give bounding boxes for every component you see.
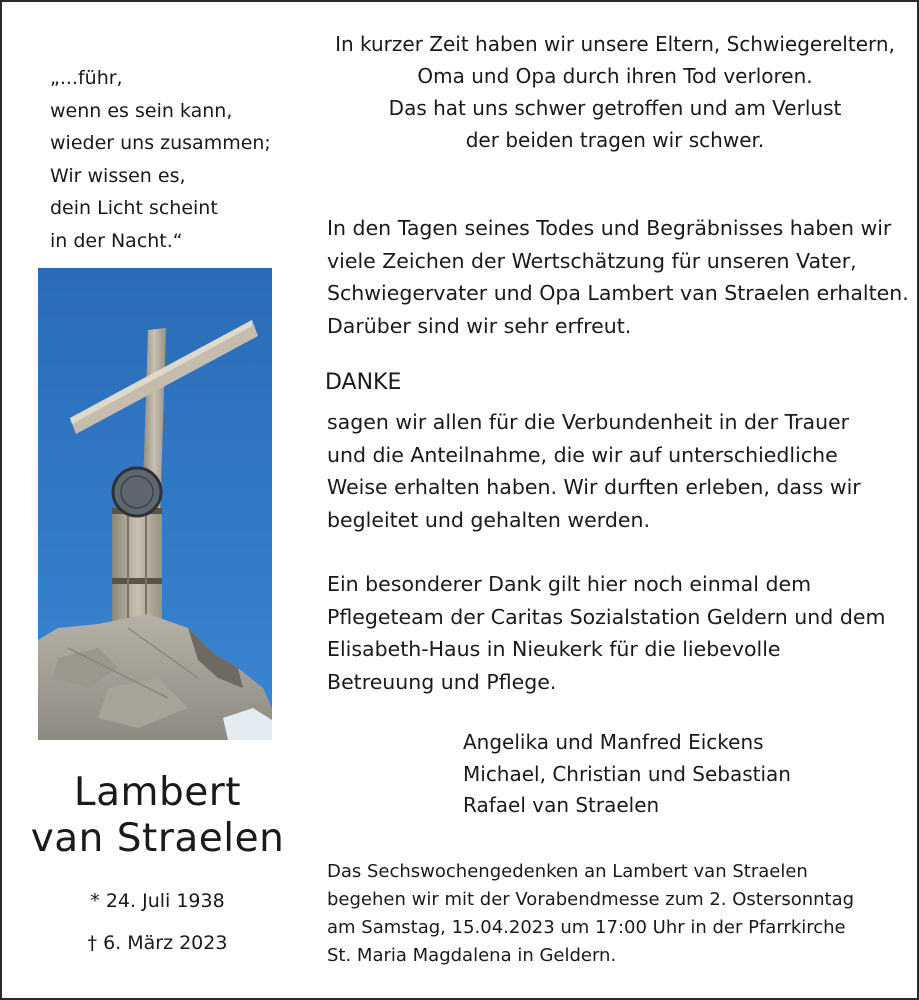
paragraph-line: Schwiegervater und Opa Lambert van Straelen erhalten.: [327, 281, 909, 305]
paragraph-line: Darüber sind wir sehr erfreut.: [327, 313, 632, 338]
paragraph-line: Weise erhalten haben. Wir durften erleben, dass wir: [327, 475, 861, 499]
notice-line: begehen wir mit der Vorabendmesse zum 2. Ostersonntag: [327, 889, 855, 910]
notice-line: St. Maria Magdalena in Geldern.: [327, 945, 617, 966]
paragraph-line: In den Tagen seines Todes und Begräbnisses haben wir: [327, 216, 892, 240]
quote-block: [50, 62, 271, 257]
paragraph-line: begleitet und gehalten werden.: [327, 507, 650, 532]
paragraph-line: sagen wir allen für die Verbundenheit in der Trauer: [327, 410, 850, 434]
paragraph-line: und die Anteilnahme, die wir auf unterschiedliche: [327, 442, 838, 467]
signer-line: Rafael van Straelen: [463, 793, 660, 817]
appreciation-paragraph: [327, 212, 909, 342]
quote-line: Wir wissen es,: [50, 164, 186, 187]
paragraph-line: Betreuung und Pflege.: [327, 669, 557, 694]
signer-line: Michael, Christian und Sebastian: [463, 761, 791, 786]
thanks-paragraph: [327, 406, 861, 536]
paragraph-line: Ein besonderer Dank gilt hier noch einmal dem: [327, 572, 812, 596]
notice-line: Das Sechswochengedenken an Lambert van Straelen: [327, 861, 808, 882]
death-date: † 6. März 2023: [87, 932, 228, 954]
notice-line: am Samstag, 15.04.2023 um 17:00 Uhr in der Pfarrkirche: [327, 917, 846, 938]
intro-line: In kurzer Zeit haben wir unsere Eltern, Schwiegereltern,: [335, 32, 895, 56]
intro-paragraph: [315, 28, 915, 156]
quote-line: dein Licht scheint: [50, 197, 218, 219]
summit-cross-photo: [38, 268, 272, 740]
paragraph-line: Pflegeteam der Caritas Sozialstation Geldern und dem: [327, 604, 886, 629]
quote-line: „...führ,: [50, 67, 123, 89]
intro-line: Das hat uns schwer getroffen und am Verlust: [388, 96, 842, 120]
intro-line: der beiden tragen wir schwer.: [465, 128, 765, 152]
intro-line: Oma und Opa durch ihren Tod verloren.: [417, 64, 813, 88]
memorial-service-notice: [327, 858, 854, 970]
danke-heading: DANKE: [325, 370, 402, 395]
quote-line: wieder uns zusammen;: [50, 132, 271, 154]
birth-date: * 24. Juli 1938: [90, 890, 225, 912]
paragraph-line: Elisabeth-Haus in Nieukerk für die liebevolle: [327, 637, 781, 661]
life-dates: [20, 880, 295, 964]
last-name: van Straelen: [30, 816, 285, 861]
deceased-name: [20, 770, 295, 862]
signer-line: Angelika und Manfred Eickens: [463, 730, 764, 754]
paragraph-line: viele Zeichen der Wertschätzung für unseren Vater,: [327, 248, 857, 273]
quote-line: wenn es sein kann,: [50, 99, 233, 122]
signers-block: [463, 727, 791, 822]
special-thanks-paragraph: [327, 568, 885, 698]
first-name: Lambert: [73, 770, 242, 815]
quote-line: in der Nacht.“: [50, 229, 183, 252]
